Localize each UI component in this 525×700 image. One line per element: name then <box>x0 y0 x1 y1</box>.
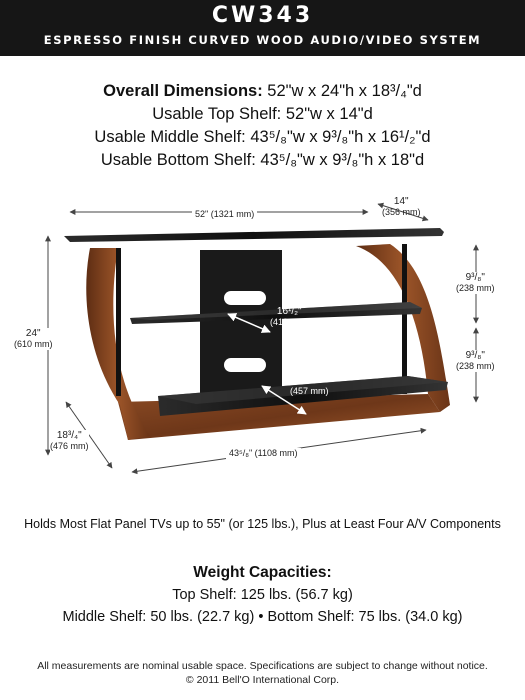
overall-depth-in: 18³/₄" <box>56 430 82 441</box>
cable-slot-upper <box>224 291 266 305</box>
model-number: CW343 <box>211 3 314 28</box>
top-value: 52"w x 14"d <box>285 105 373 123</box>
middle-label: Usable Middle Shelf: <box>94 128 246 146</box>
top-label: Usable Top Shelf: <box>152 105 282 123</box>
top-shelf-dimensions <box>0 103 525 126</box>
height-in: 24" <box>25 328 41 339</box>
middle-value: 43⁵/₈"w x 9³/₈"h x 16¹/₂"d <box>250 128 431 146</box>
product-subtitle: ESPRESSO FINISH CURVED WOOD AUDIO/VIDEO SYSTEM <box>43 33 482 47</box>
bullet-separator: • <box>258 609 264 625</box>
disclaimer: All measurements are nominal usable space. Specifications are subject to change without notice. <box>37 660 488 672</box>
inner-width-label: 43⁵/₈" (1108 mm) <box>226 448 301 459</box>
lower-gap-mm: (238 mm) <box>456 361 495 371</box>
product-diagram <box>0 190 525 505</box>
top-glass-shelf <box>64 228 444 242</box>
lower-shelves-weight <box>0 606 525 628</box>
bottom-shelf-dimensions <box>0 149 525 172</box>
title-banner <box>0 0 525 56</box>
copyright: © 2011 Bell'O International Corp. <box>185 674 340 686</box>
overall-label: Overall Dimensions: <box>103 82 263 100</box>
weight-title: Weight Capacities: <box>193 564 332 581</box>
capacity-statement: Holds Most Flat Panel TVs up to 55" (or 125 lbs.), Plus at Least Four A/V Components <box>24 517 501 531</box>
overall-value: 52"w x 24"h x 18³/₄"d <box>267 82 422 100</box>
lower-gap-label <box>456 350 495 372</box>
overall-depth-label <box>50 430 89 452</box>
footer <box>0 659 525 687</box>
upper-gap-mm: (238 mm) <box>456 283 495 293</box>
weight-capacities <box>0 562 525 628</box>
overall-depth-mm: (476 mm) <box>50 441 89 451</box>
upper-gap-in: 9³/₈" <box>465 272 485 283</box>
bottom-label: Usable Bottom Shelf: <box>100 151 256 169</box>
upper-gap-label <box>456 272 495 294</box>
top-depth-label <box>382 196 421 218</box>
bottom-depth-mm: (457 mm) <box>290 386 329 396</box>
bottom-depth-label <box>290 375 329 397</box>
post-right <box>402 244 407 394</box>
dimensions-block <box>0 80 525 172</box>
top-depth-mm: (356 mm) <box>382 207 421 217</box>
top-depth-in: 14" <box>393 196 409 207</box>
middle-depth-label <box>270 306 309 328</box>
middle-shelf-weight: Middle Shelf: 50 lbs. (22.7 kg) <box>62 609 255 625</box>
top-shelf-weight: Top Shelf: 125 lbs. (56.7 kg) <box>172 587 353 603</box>
cable-slot-lower <box>224 358 266 372</box>
height-label <box>14 328 53 350</box>
width-label: 52" (1321 mm) <box>192 209 257 220</box>
middle-depth-in: 16¹/₂" <box>276 306 302 317</box>
bottom-value: 43⁵/₈"w x 9³/₈"h x 18"d <box>260 151 425 169</box>
bottom-depth-in: 18" <box>301 375 317 386</box>
overall-dimensions <box>0 80 525 103</box>
lower-gap-in: 9³/₈" <box>465 350 485 361</box>
middle-depth-mm: (419 mm) <box>270 317 309 327</box>
bottom-shelf-weight: Bottom Shelf: 75 lbs. (34.0 kg) <box>267 609 463 625</box>
post-left <box>116 248 121 396</box>
height-mm: (610 mm) <box>14 339 53 349</box>
middle-shelf-dimensions <box>0 126 525 149</box>
